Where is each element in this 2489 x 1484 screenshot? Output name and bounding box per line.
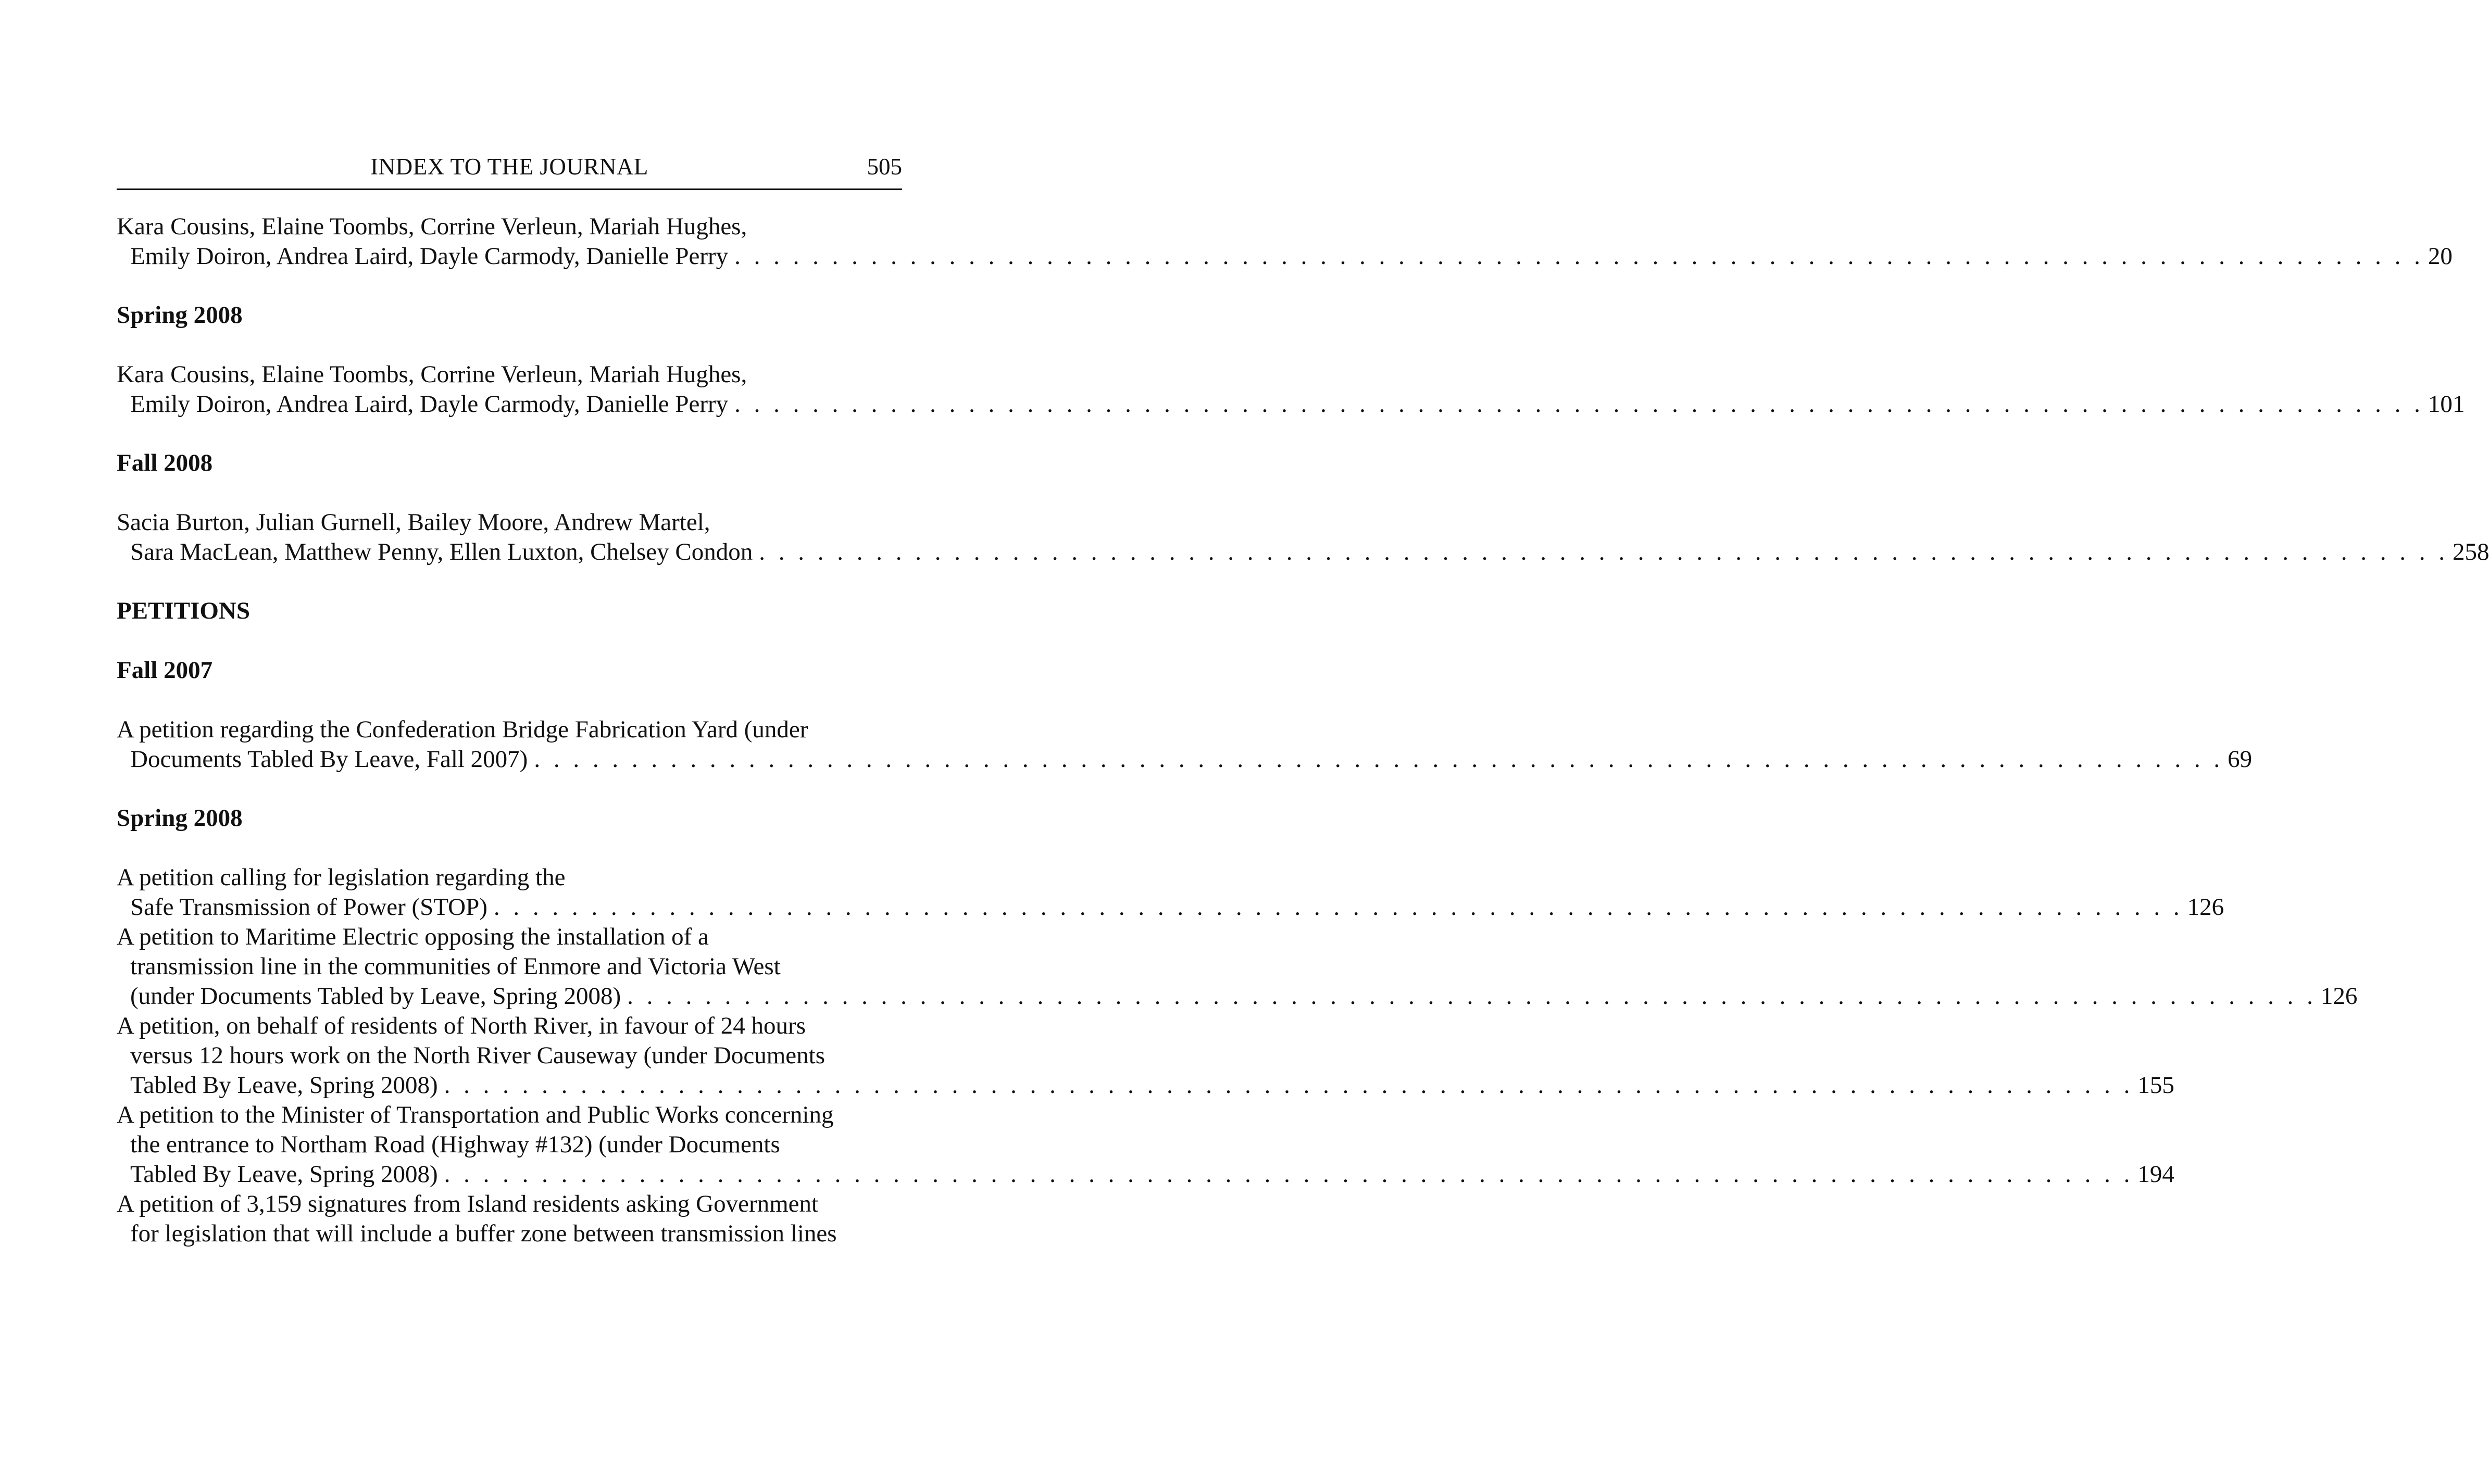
index-entry xyxy=(117,508,2489,567)
entry-line: for legislation that will include a buffer zone between transmission lines xyxy=(130,1220,837,1247)
entry-text: Sara MacLean, Matthew Penny, Ellen Luxton, Chelsey Condon xyxy=(130,538,753,565)
page-reference: 20 xyxy=(2428,243,2453,270)
page-reference: 126 xyxy=(2187,894,2224,921)
section-heading-petitions: PETITIONS xyxy=(117,597,250,624)
entry-line: Sacia Burton, Julian Gurnell, Bailey Moore, Andrew Martel, xyxy=(117,509,710,536)
entry-last-line xyxy=(117,982,2358,1011)
dot-leader: . . . . . . . . . . . . . . . . . . . . . . . . . . . . . . . . . . . . . . . . . . . . . . . . . . . . . . . . . . . . . . . . . . . . . . . . . . . . . . . . . . . . . . . xyxy=(627,983,2317,1010)
section-heading-spring-2008: Spring 2008 xyxy=(117,301,243,329)
index-entry xyxy=(117,715,2253,774)
dot-leader: . . . . . . . . . . . . . . . . . . . . . . . . . . . . . . . . . . . . . . . . . . . . . . . . . . . . . . . . . . . . . . . . . . . . . . . . . . . . . . . . . . . . . . . xyxy=(444,1072,2134,1099)
entry-line: A petition to Maritime Electric opposing the installation of a xyxy=(117,923,709,950)
entry-text: (under Documents Tabled by Leave, Spring 2008) xyxy=(130,983,621,1010)
entry-last-line xyxy=(117,1160,2174,1189)
entry-line: A petition regarding the Confederation Bridge Fabrication Yard (under xyxy=(117,716,808,743)
entry-text: Documents Tabled By Leave, Fall 2007) xyxy=(130,746,528,773)
page-reference: 194 xyxy=(2137,1161,2174,1188)
running-head-title: INDEX TO THE JOURNAL xyxy=(370,154,648,180)
index-entry xyxy=(117,212,2453,271)
page-reference: 126 xyxy=(2320,983,2358,1010)
dot-leader: . . . . . . . . . . . . . . . . . . . . . . . . . . . . . . . . . . . . . . . . . . . . . . . . . . . . . . . . . . . . . . . . . . . . . . . . . . . . . . . . . . . . . . . xyxy=(444,1161,2134,1188)
journal-page xyxy=(117,152,2489,1249)
entry-line: versus 12 hours work on the North River Causeway (under Documents xyxy=(130,1042,826,1069)
entry-line: the entrance to Northam Road (Highway #132) (under Documents xyxy=(130,1131,780,1158)
dot-leader: . . . . . . . . . . . . . . . . . . . . . . . . . . . . . . . . . . . . . . . . . . . . . . . . . . . . . . . . . . . . . . . . . . . . . . . . . . . . . . . . . . . . . . . xyxy=(734,243,2424,270)
page-reference: 258 xyxy=(2452,538,2489,565)
entry-line: A petition of 3,159 signatures from Island residents asking Government xyxy=(117,1190,819,1217)
index-content xyxy=(117,190,2489,1249)
index-entry-continued xyxy=(117,1189,902,1249)
dot-leader: . . . . . . . . . . . . . . . . . . . . . . . . . . . . . . . . . . . . . . . . . . . . . . . . . . . . . . . . . . . . . . . . . . . . . . . . . . . . . . . . . . . . . . . xyxy=(534,746,2224,773)
subsection-heading-fall-2007: Fall 2007 xyxy=(117,657,213,684)
index-entry xyxy=(117,863,2224,922)
entry-last-line xyxy=(117,242,2453,271)
entry-text: Emily Doiron, Andrea Laird, Dayle Carmody, Danielle Perry xyxy=(130,391,729,418)
dot-leader: . . . . . . . . . . . . . . . . . . . . . . . . . . . . . . . . . . . . . . . . . . . . . . . . . . . . . . . . . . . . . . . . . . . . . . . . . . . . . . . . . . . . . . . xyxy=(734,391,2424,418)
index-entry xyxy=(117,1011,2174,1100)
entry-last-line xyxy=(117,1071,2174,1100)
entry-text: Safe Transmission of Power (STOP) xyxy=(130,894,487,921)
index-entry xyxy=(117,922,2358,1011)
entry-line: transmission line in the communities of Enmore and Victoria West xyxy=(130,953,781,980)
dot-leader: . . . . . . . . . . . . . . . . . . . . . . . . . . . . . . . . . . . . . . . . . . . . . . . . . . . . . . . . . . . . . . . . . . . . . . . . . . . . . . . . . . . . . . . xyxy=(493,894,2183,921)
entry-text: Emily Doiron, Andrea Laird, Dayle Carmody, Danielle Perry xyxy=(130,243,729,270)
section-heading-fall-2008: Fall 2008 xyxy=(117,449,213,476)
entry-last-line xyxy=(117,389,2465,419)
dot-leader: . . . . . . . . . . . . . . . . . . . . . . . . . . . . . . . . . . . . . . . . . . . . . . . . . . . . . . . . . . . . . . . . . . . . . . . . . . . . . . . . . . . . . . . xyxy=(759,538,2448,565)
entry-line: Kara Cousins, Elaine Toombs, Corrine Verleun, Mariah Hughes, xyxy=(117,213,747,240)
page-reference: 155 xyxy=(2137,1072,2174,1099)
subsection-heading-spring-2008: Spring 2008 xyxy=(117,804,243,832)
index-entry xyxy=(117,360,2465,419)
entry-last-line xyxy=(117,892,2224,922)
page-reference: 101 xyxy=(2428,391,2465,418)
page-reference: 69 xyxy=(2228,746,2253,773)
entry-line: A petition calling for legislation regarding the xyxy=(117,864,566,891)
entry-line: A petition, on behalf of residents of North River, in favour of 24 hours xyxy=(117,1012,806,1039)
entry-line: Kara Cousins, Elaine Toombs, Corrine Verleun, Mariah Hughes, xyxy=(117,361,747,388)
entry-text: Tabled By Leave, Spring 2008) xyxy=(130,1072,438,1099)
running-head xyxy=(117,152,902,190)
index-entry xyxy=(117,1100,2174,1189)
entry-text: Tabled By Leave, Spring 2008) xyxy=(130,1161,438,1188)
entry-line: A petition to the Minister of Transportation and Public Works concerning xyxy=(117,1101,834,1128)
entry-last-line xyxy=(117,537,2489,567)
page-number: 505 xyxy=(867,154,902,180)
entry-last-line xyxy=(117,745,2253,774)
